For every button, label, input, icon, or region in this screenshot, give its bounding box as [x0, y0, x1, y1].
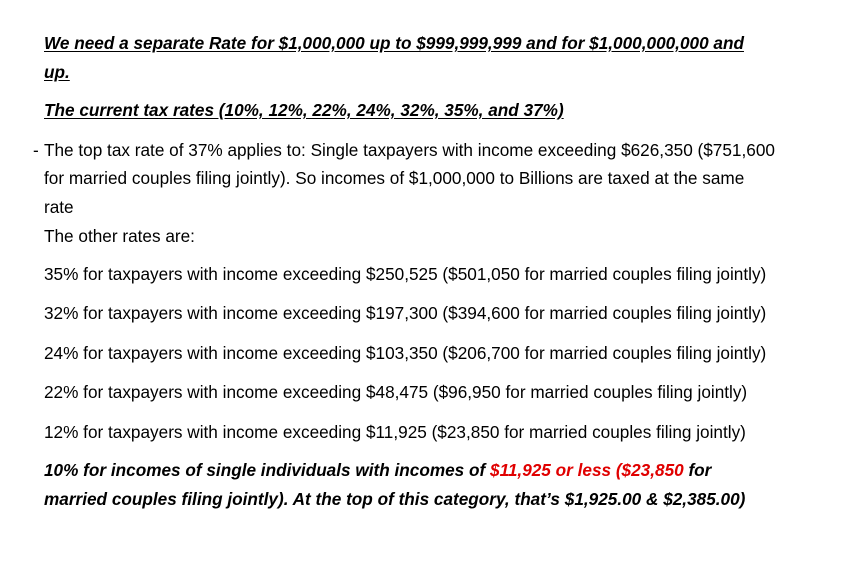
rate-10-text-part-1: 10% for incomes of single individuals with incomes of — [44, 460, 491, 480]
rate-10-line-2: married couples filing jointly). At the top of this category, that’s $1,925.00 & $2,385.00) — [44, 489, 746, 509]
rate-24: 24% for taxpayers with income exceeding $103,350 ($206,700 for married couples filing jointly) — [44, 343, 767, 363]
other-rates-intro: The other rates are: — [44, 226, 195, 246]
heading-current-tax-rates: The current tax rates (10%, 12%, 22%, 24%, 32%, 35%, and 37%) — [44, 100, 564, 120]
rate-22: 22% for taxpayers with income exceeding $48,475 ($96,950 for married couples filing jointly) — [44, 382, 748, 402]
top-rate-line-2: for married couples filing jointly). So incomes of $1,000,000 to Billions are taxed at the same — [44, 168, 745, 188]
rate-10-highlight: $11,925 or less ($23,850 — [490, 460, 684, 480]
rate-32: 32% for taxpayers with income exceeding $197,300 ($394,600 for married couples filing jointly) — [44, 303, 767, 323]
rate-10-line-1 — [44, 458, 711, 482]
top-rate-line-3: rate — [44, 197, 74, 217]
top-rate-line-1: The top tax rate of 37% applies to: Single taxpayers with income exceeding $626,350 ($751,600 — [44, 140, 775, 160]
rate-12: 12% for taxpayers with income exceeding $11,925 ($23,850 for married couples filing jointly) — [44, 422, 746, 442]
heading-separate-rate-line-1: We need a separate Rate for $1,000,000 up to $999,999,999 and for $1,000,000,000 and — [44, 33, 744, 53]
rate-10-text-part-2: for — [683, 460, 712, 480]
heading-separate-rate-line-2: up. — [44, 62, 70, 82]
rate-35: 35% for taxpayers with income exceeding $250,525 ($501,050 for married couples filing jointly) — [44, 264, 767, 284]
bullet-marker: - — [33, 140, 39, 160]
